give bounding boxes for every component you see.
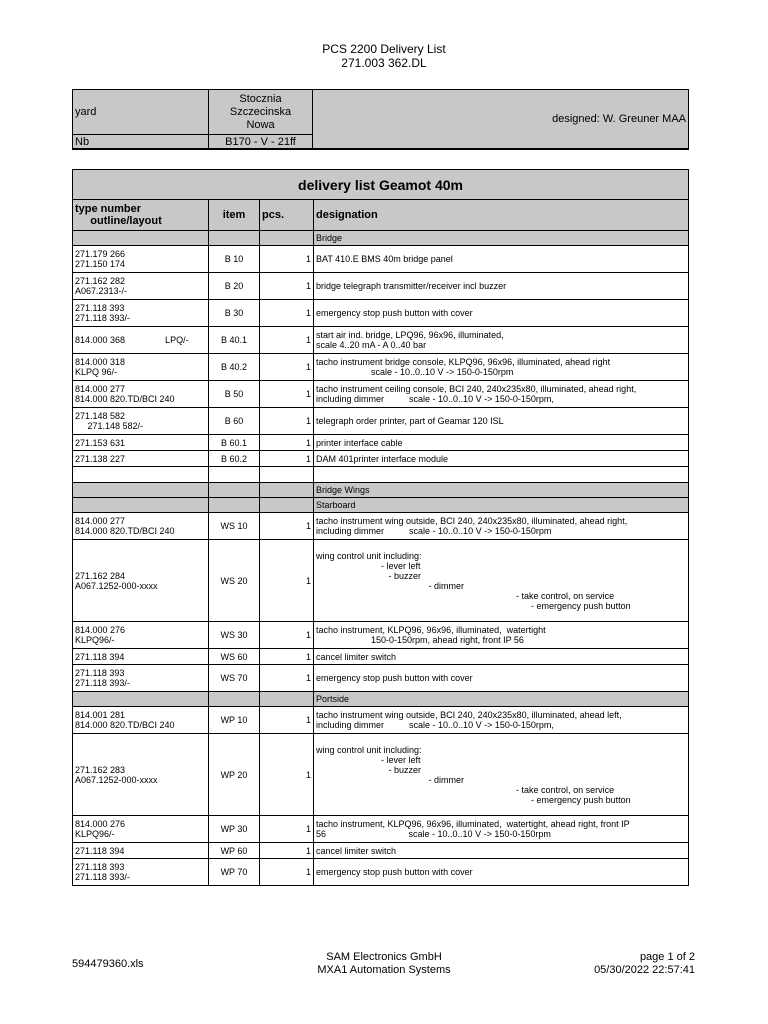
table-row [73, 843, 689, 859]
designation-cell: wing control unit including: - lever left - buzzer - dimmer - take control, on service - emergency push button [314, 540, 689, 622]
pcs-cell: 1 [260, 816, 314, 843]
yard-label: yard [73, 90, 209, 135]
table-row [73, 665, 689, 692]
section-spacer [73, 231, 209, 246]
item-cell: WS 10 [209, 513, 260, 540]
item-cell: WP 30 [209, 816, 260, 843]
title-line2: 271.003 362.DL [341, 56, 427, 70]
table-row [73, 513, 689, 540]
pcs-cell: 1 [260, 354, 314, 381]
designation-cell: cancel limiter switch [314, 843, 689, 859]
section-label: Starboard [314, 498, 689, 513]
delivery-list-title: delivery list Geamot 40m [73, 170, 689, 200]
table-row [73, 649, 689, 665]
designation-cell: tacho instrument wing outside, BCI 240, 240x235x80, illuminated, ahead right, including dimmer scale - 10..0..10 V -> 150-0-150rpm [314, 513, 689, 540]
section-row [73, 692, 689, 707]
type-number-cell: 814.000 277 814.000 820.TD/BCI 240 [73, 381, 209, 408]
section-label: Bridge Wings [314, 483, 689, 498]
item-cell: WP 60 [209, 843, 260, 859]
document-title [0, 42, 768, 70]
item-cell: B 60.1 [209, 435, 260, 451]
col-header-item: item [209, 200, 260, 231]
designation-cell: emergency stop push button with cover [314, 300, 689, 327]
delivery-list-table [72, 169, 689, 886]
section-spacer [73, 498, 209, 513]
table-row [73, 451, 689, 467]
pcs-cell: 1 [260, 707, 314, 734]
yard-value: Stocznia Szczecinska Nowa [209, 90, 313, 135]
section-spacer [209, 692, 260, 707]
pcs-cell: 1 [260, 665, 314, 692]
type-number-cell [73, 467, 209, 483]
designation-cell: DAM 401printer interface module [314, 451, 689, 467]
table-row [73, 408, 689, 435]
type-number-cell: 814.000 318 KLPQ 96/- [73, 354, 209, 381]
title-line1: PCS 2200 Delivery List [322, 42, 446, 56]
col-header-pcs: pcs. [260, 200, 314, 231]
table-row [73, 816, 689, 843]
designation-cell: cancel limiter switch [314, 649, 689, 665]
item-cell: WS 70 [209, 665, 260, 692]
type-number-cell: 271.162 283 A067.1252-000-xxxx [73, 734, 209, 816]
item-cell: B 40.1 [209, 327, 260, 354]
table-row [73, 467, 689, 483]
item-cell: B 50 [209, 381, 260, 408]
footer-page: page 1 of 2 [639, 951, 695, 963]
section-spacer [209, 498, 260, 513]
type-number-cell: 271.162 284 A067.1252-000-xxxx [73, 540, 209, 622]
type-number-cell: 271.138 227 [73, 451, 209, 467]
pcs-cell: 1 [260, 540, 314, 622]
type-number-cell: 814.001 281 814.000 820.TD/BCI 240 [73, 707, 209, 734]
pcs-cell: 1 [260, 273, 314, 300]
table-row [73, 622, 689, 649]
table-row [73, 435, 689, 451]
section-label: Bridge [314, 231, 689, 246]
table-row [73, 354, 689, 381]
type-number-cell: 271.162 282 A067.2313-/- [73, 273, 209, 300]
table-row [73, 273, 689, 300]
nb-label: Nb [73, 135, 209, 150]
pcs-cell: 1 [260, 734, 314, 816]
item-cell: B 60.2 [209, 451, 260, 467]
type-number-cell: 271.118 393 271.118 393/- [73, 859, 209, 886]
designation-cell: tacho instrument, KLPQ96, 96x96, illuminated, watertight, ahead right, front IP 56 scale - 10..0..10 V -> 150-0-150rpm [314, 816, 689, 843]
item-cell: B 60 [209, 408, 260, 435]
type-number-cell: 814.000 276 KLPQ96/- [73, 816, 209, 843]
table-row [73, 540, 689, 622]
item-cell: WP 10 [209, 707, 260, 734]
table-row [73, 707, 689, 734]
designation-cell: emergency stop push button with cover [314, 859, 689, 886]
item-cell: B 10 [209, 246, 260, 273]
section-spacer [209, 483, 260, 498]
footer-page-info [594, 951, 695, 977]
nb-value: B170 - V - 21ff [209, 135, 313, 150]
designation-cell: wing control unit including: - lever left - buzzer - dimmer - take control, on service - emergency push button [314, 734, 689, 816]
designation-cell: telegraph order printer, part of Geamar 120 ISL [314, 408, 689, 435]
pcs-cell: 1 [260, 435, 314, 451]
yard-header-table [72, 89, 689, 150]
footer-file: 594479360.xls [72, 958, 144, 970]
pcs-cell: 1 [260, 622, 314, 649]
pcs-cell: 1 [260, 843, 314, 859]
designation-cell: tacho instrument ceiling console, BCI 240, 240x235x80, illuminated, ahead right, including dimmer scale - 10..0..10 V -> 150-0-150rpm, [314, 381, 689, 408]
section-spacer [260, 498, 314, 513]
col-header-designation: designation [314, 200, 689, 231]
item-cell: WS 20 [209, 540, 260, 622]
section-spacer [260, 483, 314, 498]
table-row [73, 246, 689, 273]
section-row [73, 498, 689, 513]
table-row [73, 734, 689, 816]
type-number-cell: 271.153 631 [73, 435, 209, 451]
section-spacer [73, 692, 209, 707]
section-spacer [260, 231, 314, 246]
item-cell: B 30 [209, 300, 260, 327]
designation-cell [314, 467, 689, 483]
pcs-cell: 1 [260, 300, 314, 327]
section-spacer [209, 231, 260, 246]
designation-cell: start air ind. bridge, LPQ96, 96x96, illuminated, scale 4..20 mA - A 0..40 bar [314, 327, 689, 354]
item-cell: B 20 [209, 273, 260, 300]
section-row [73, 231, 689, 246]
type-number-cell: 271.118 394 [73, 649, 209, 665]
type-number-cell: 814.000 276 KLPQ96/- [73, 622, 209, 649]
section-label: Portside [314, 692, 689, 707]
footer-company-name: SAM Electronics GmbH [326, 951, 442, 963]
designed-by: designed: W. Greuner MAA [313, 90, 689, 150]
table-row [73, 859, 689, 886]
designation-cell: bridge telegraph transmitter/receiver incl buzzer [314, 273, 689, 300]
type-number-cell: 271.118 393 271.118 393/- [73, 665, 209, 692]
footer-division: MXA1 Automation Systems [317, 964, 451, 976]
type-number-cell: 814.000 368 LPQ/- [73, 327, 209, 354]
footer-datetime: 05/30/2022 22:57:41 [594, 964, 695, 976]
col-header-type: type number outline/layout [73, 200, 209, 231]
type-number-cell: 271.118 393 271.118 393/- [73, 300, 209, 327]
item-cell: WS 60 [209, 649, 260, 665]
item-cell: WP 20 [209, 734, 260, 816]
item-cell: B 40.2 [209, 354, 260, 381]
designation-cell: tacho instrument wing outside, BCI 240, 240x235x80, illuminated, ahead left, including dimmer scale - 10..0..10 V -> 150-0-150rpm, [314, 707, 689, 734]
item-cell: WP 70 [209, 859, 260, 886]
designation-cell: emergency stop push button with cover [314, 665, 689, 692]
item-cell: WS 30 [209, 622, 260, 649]
pcs-cell: 1 [260, 327, 314, 354]
pcs-cell: 1 [260, 649, 314, 665]
type-number-cell: 271.148 582 271.148 582/- [73, 408, 209, 435]
section-row [73, 483, 689, 498]
type-number-cell: 271.118 394 [73, 843, 209, 859]
type-number-cell: 271.179 266 271.150 174 [73, 246, 209, 273]
pcs-cell: 1 [260, 513, 314, 540]
pcs-cell: 1 [260, 451, 314, 467]
pcs-cell: 1 [260, 246, 314, 273]
item-cell [209, 467, 260, 483]
designation-cell: printer interface cable [314, 435, 689, 451]
table-row [73, 300, 689, 327]
section-spacer [73, 483, 209, 498]
designation-cell: tacho instrument bridge console, KLPQ96, 96x96, illuminated, ahead right scale - 10..0..10 V -> 150-0-150rpm [314, 354, 689, 381]
table-row [73, 381, 689, 408]
pcs-cell: 1 [260, 859, 314, 886]
designation-cell: BAT 410.E BMS 40m bridge panel [314, 246, 689, 273]
pcs-cell: 1 [260, 408, 314, 435]
type-number-cell: 814.000 277 814.000 820.TD/BCI 240 [73, 513, 209, 540]
designation-cell: tacho instrument, KLPQ96, 96x96, illuminated, watertight 150-0-150rpm, ahead right, front IP 56 [314, 622, 689, 649]
table-row [73, 327, 689, 354]
section-spacer [260, 692, 314, 707]
pcs-cell [260, 467, 314, 483]
pcs-cell: 1 [260, 381, 314, 408]
